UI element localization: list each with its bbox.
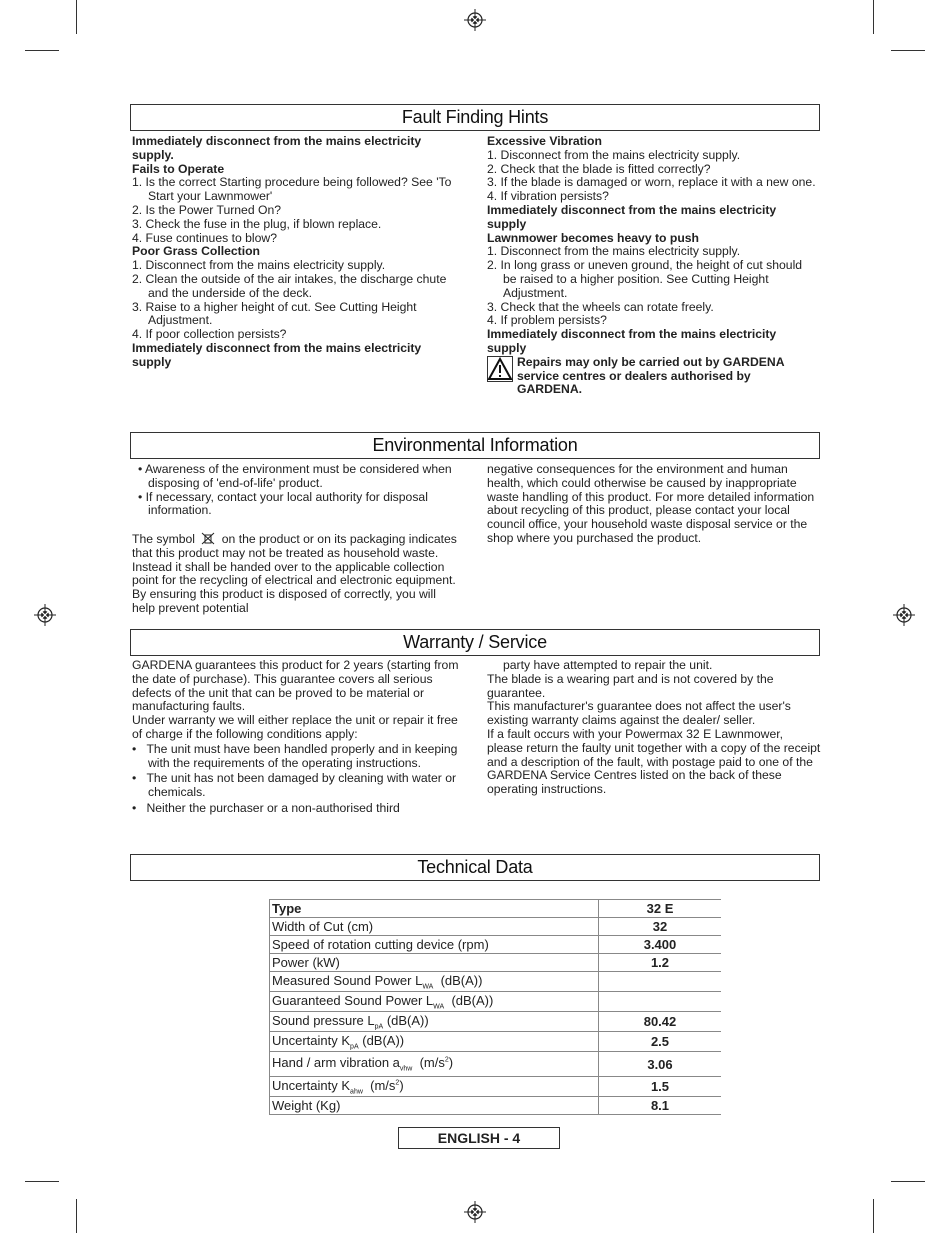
- crop-mark: [25, 1181, 59, 1182]
- symbol-text-pre: The symbol: [132, 531, 195, 546]
- table-row: [270, 900, 722, 918]
- crop-mark: [891, 1181, 925, 1182]
- crop-mark: [76, 0, 77, 34]
- bullet-text: Neither the purchaser or a non-authorised third: [146, 800, 400, 815]
- list-item: 2. In long grass or uneven ground, the height of cut should be raised to a higher position. See Cutting Height Adjustment.: [487, 258, 803, 300]
- list-item: 4. If poor collection persists?: [132, 327, 287, 342]
- list-item: 2. Check that the blade is fitted correctly?: [487, 161, 711, 176]
- list-item: 2. Is the Power Turned On?: [132, 202, 282, 217]
- crop-mark: [25, 50, 59, 51]
- page-footer: ENGLISH - 4: [398, 1127, 560, 1149]
- environment-left-column: [132, 463, 462, 616]
- spec-value: 2.5: [599, 1032, 722, 1052]
- list-item: 4. Fuse continues to blow?: [132, 230, 277, 245]
- disconnect-warning: Immediately disconnect from the mains electricity supply: [487, 327, 777, 355]
- weee-paragraph: [132, 532, 462, 616]
- list-item: 3. Check that the wheels can rotate freely.: [487, 299, 714, 314]
- table-row: [270, 972, 722, 992]
- list-item: 1. Disconnect from the mains electricity supply.: [487, 147, 741, 162]
- bullet-item: • The unit must have been handled properly and in keeping with the requirements of the operating instructions.: [132, 741, 458, 770]
- bullet-item: • Neither the purchaser or a non-authorised third: [132, 800, 400, 815]
- excessive-vibration-heading: Excessive Vibration: [487, 134, 602, 148]
- crop-mark: [891, 50, 925, 51]
- crop-mark: [873, 1199, 874, 1233]
- bullet-text: The unit has not been damaged by cleaning with water or chemicals.: [146, 771, 457, 800]
- list-item: 2. Clean the outside of the air intakes, the discharge chute and the underside of the deck.: [132, 271, 447, 300]
- repair-warning: [487, 356, 817, 397]
- list-item: 4. If vibration persists?: [487, 189, 609, 204]
- fault-return-note: If a fault occurs with your Powermax 32 E Lawnmower, please return the faulty unit together with a copy of the receipt and a description of the fault, with postage paid to one of the GARDENA Service Centres listed on the back of these operating instructions.: [487, 726, 821, 797]
- fault-right-column: [487, 135, 817, 397]
- table-row: [270, 954, 722, 972]
- technical-data-table: [269, 899, 721, 1115]
- table-row: [270, 1097, 722, 1115]
- spec-value: 32 E: [599, 900, 722, 918]
- spec-value: 1.2: [599, 954, 722, 972]
- technical-data-title: Technical Data: [130, 854, 820, 881]
- spec-label: Width of Cut (cm): [270, 918, 599, 936]
- warranty-left-column: [132, 659, 460, 816]
- fault-left-column: [132, 135, 462, 370]
- registration-mark-icon: [464, 9, 486, 31]
- list-item: 3. Raise to a higher height of cut. See Cutting Height Adjustment.: [132, 299, 417, 328]
- list-item: 1. Disconnect from the mains electricity supply.: [132, 258, 386, 273]
- spec-label: Hand / arm vibration $a_{vhw}$ $(m/s^2)$: [270, 1052, 599, 1077]
- bullet-text: If necessary, contact your local authority for disposal information.: [145, 489, 428, 518]
- disconnect-warning: Immediately disconnect from the mains electricity supply.: [132, 134, 422, 162]
- spec-value: 32: [599, 918, 722, 936]
- table-row: [270, 1012, 722, 1032]
- symbol-text-post: on the product or on its packaging indicates that this product may not be treated as household waste. Instead it shall be handed over to the applicable collection point for the recycling of electrical and electronic equipment. By ensuring this product is disposed of correctly, you will help prevent potential: [132, 531, 457, 615]
- registration-mark-icon: [34, 604, 56, 626]
- warranty-right-column: [487, 659, 822, 797]
- spec-value: 80.42: [599, 1012, 722, 1032]
- table-row: [270, 1032, 722, 1052]
- spec-value: 3.06: [599, 1052, 722, 1077]
- spec-label: Guaranteed Sound Power $L_{WA}$ (dB(A)): [270, 992, 599, 1012]
- table-row: [270, 1052, 722, 1077]
- spec-value: 8.1: [599, 1097, 722, 1115]
- spec-label: Power (kW): [270, 954, 599, 972]
- warning-triangle-icon: [487, 356, 513, 382]
- spec-value: [599, 992, 722, 1012]
- spec-label: Weight (Kg): [270, 1097, 599, 1115]
- bullet-item: • If necessary, contact your local authority for disposal information.: [138, 489, 428, 518]
- table-row: [270, 918, 722, 936]
- registration-mark-icon: [893, 604, 915, 626]
- spec-label: Sound pressure $L_{pA}$ (dB(A)): [270, 1012, 599, 1032]
- spec-value: 1.5: [599, 1077, 722, 1097]
- registration-mark-icon: [464, 1201, 486, 1223]
- disconnect-warning: Immediately disconnect from the mains electricity supply: [132, 340, 422, 369]
- repair-warning-text: Repairs may only be carried out by GARDENA service centres or dealers authorised by GARDENA.: [517, 354, 785, 397]
- warranty-intro: GARDENA guarantees this product for 2 years (starting from the date of purchase). This guarantee covers all serious defects of the unit that can be proved to be material or manufacturing faults.: [132, 658, 459, 714]
- spec-value: [599, 972, 722, 992]
- spec-label: Measured Sound Power $L_{WA}$ (dB(A)): [270, 972, 599, 992]
- bullet-item: • Awareness of the environment must be considered when disposing of 'end-of-life' product.: [138, 462, 452, 490]
- fault-finding-title: Fault Finding Hints: [130, 104, 820, 131]
- crossed-bin-icon: [201, 532, 215, 545]
- fails-to-operate-heading: Fails to Operate: [132, 161, 225, 176]
- spec-label: Uncertainty $K_{pA}$ (dB(A)): [270, 1032, 599, 1052]
- poor-grass-heading: Poor Grass Collection: [132, 244, 260, 259]
- bullet-continuation: party have attempted to repair the unit.: [503, 658, 713, 672]
- warranty-title: Warranty / Service: [130, 629, 820, 656]
- environmental-title: Environmental Information: [130, 432, 820, 459]
- heavy-to-push-heading: Lawnmower becomes heavy to push: [487, 230, 699, 245]
- crop-mark: [76, 1199, 77, 1233]
- crop-mark: [873, 0, 874, 34]
- blade-note: The blade is a wearing part and is not covered by the guarantee.: [487, 671, 774, 700]
- environment-right-column: negative consequences for the environment and human health, which could otherwise be caused by inappropriate waste handling of this product. For more detailed information about recycling of this product, please contact your local council office, your household waste disposal service or the shop where you purchased the product.: [487, 462, 815, 545]
- list-item: 1. Is the correct Starting procedure being followed? See 'To Start your Lawnmower': [132, 175, 452, 204]
- list-item: 3. Check the fuse in the plug, if blown replace.: [132, 216, 382, 231]
- bullet-text: The unit must have been handled properly and in keeping with the requirements of the operating instructions.: [146, 741, 458, 770]
- spec-label: Type: [270, 900, 599, 918]
- table-row: [270, 992, 722, 1012]
- warranty-conditions-intro: Under warranty we will either replace the unit or repair it free of charge if the following conditions apply:: [132, 713, 458, 741]
- bullet-item: • The unit has not been damaged by cleaning with water or chemicals.: [132, 771, 457, 800]
- spec-value: 3.400: [599, 936, 722, 954]
- list-item: 4. If problem persists?: [487, 313, 607, 328]
- spec-label: Speed of rotation cutting device (rpm): [270, 936, 599, 954]
- spec-label: Uncertainty $K_{ahw}$ $(m/s^2)$: [270, 1077, 599, 1097]
- disconnect-warning: Immediately disconnect from the mains electricity supply: [487, 202, 777, 231]
- table-row: [270, 1077, 722, 1097]
- list-item: 3. If the blade is damaged or worn, replace it with a new one.: [487, 175, 816, 190]
- list-item: 1. Disconnect from the mains electricity supply.: [487, 244, 741, 259]
- bullet-text: Awareness of the environment must be considered when disposing of 'end-of-life' product.: [144, 462, 452, 490]
- table-row: [270, 936, 722, 954]
- manufacturer-note: This manufacturer's guarantee does not affect the user's existing warranty claims against the dealer/ seller.: [487, 699, 791, 728]
